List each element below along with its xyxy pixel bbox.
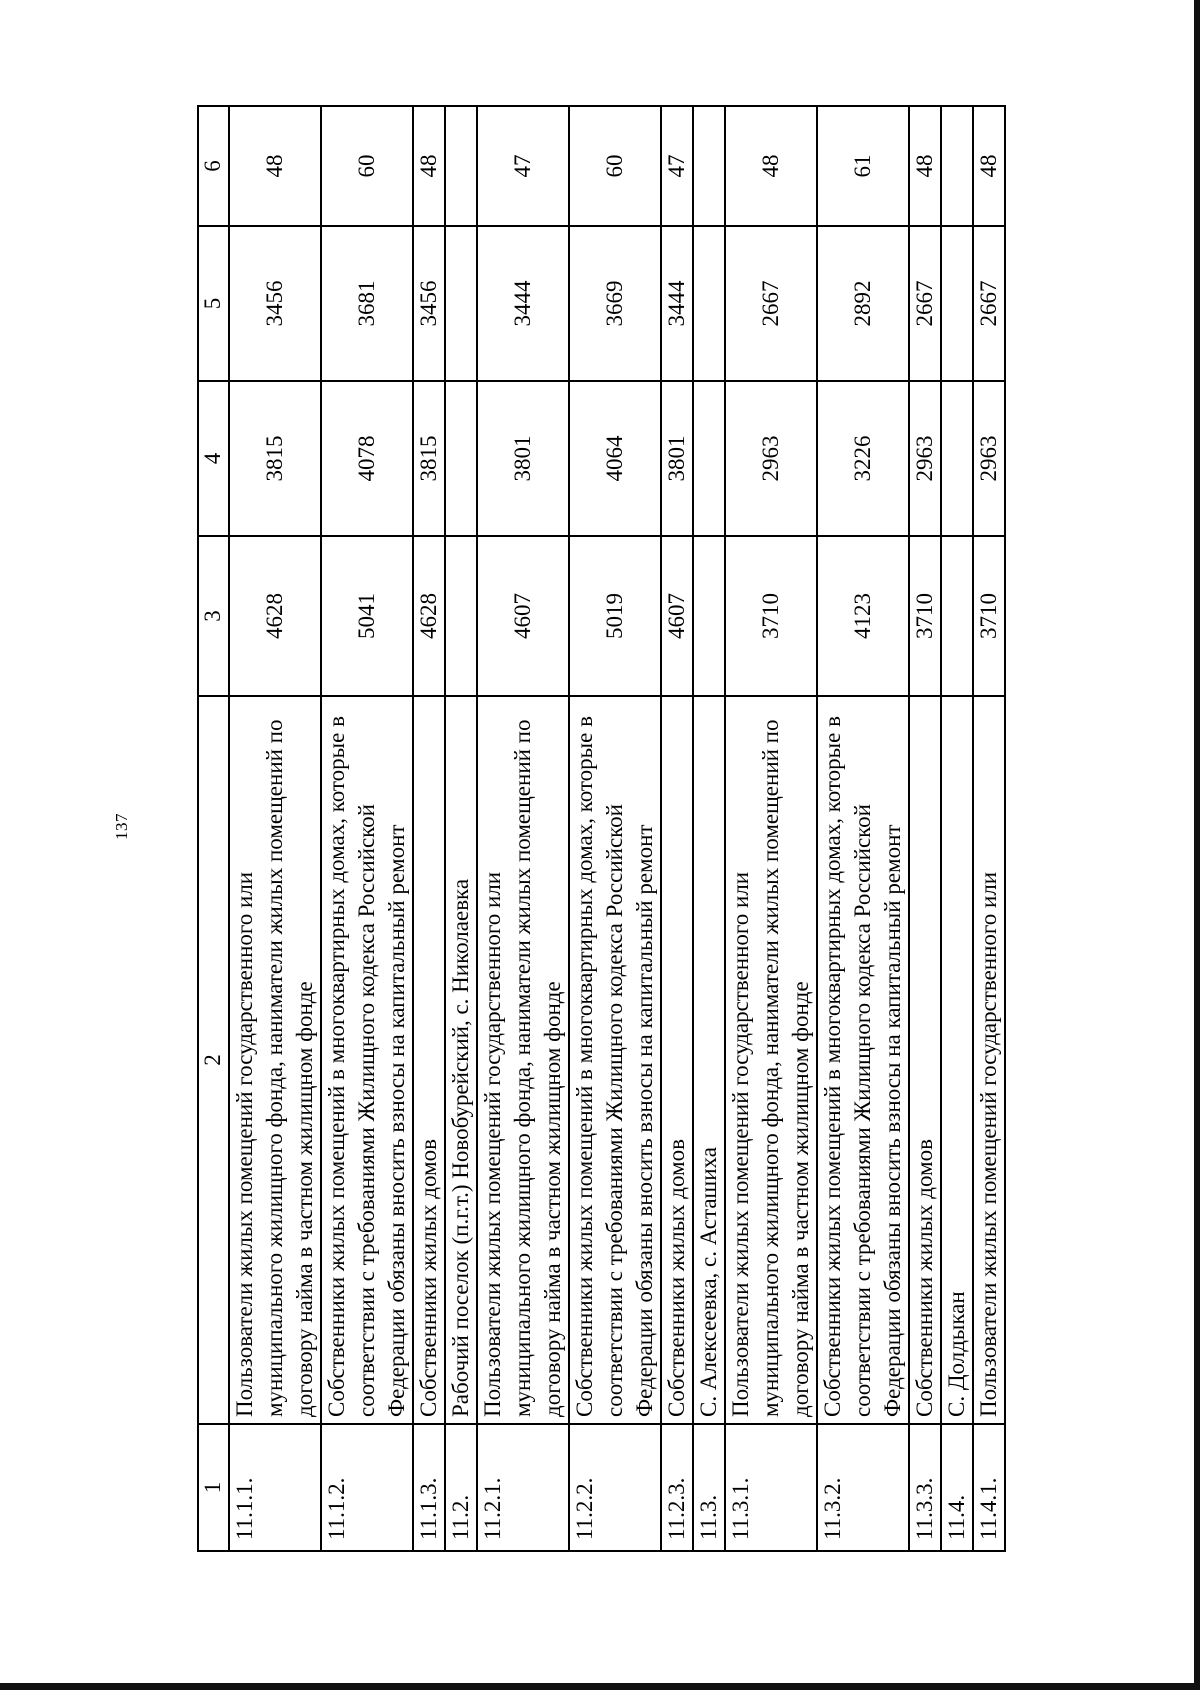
header-cell: 1 [198,1424,229,1551]
header-cell: 6 [198,106,229,226]
row-value-cell [445,536,477,696]
row-value-cell: 3801 [477,381,569,536]
row-value-cell: 47 [477,106,569,226]
table-row [909,106,941,1551]
row-value-cell: 2963 [725,381,817,536]
row-value-cell [693,226,725,381]
row-value-cell [941,381,973,536]
table-row [413,106,445,1551]
row-value-cell: 5019 [569,536,661,696]
header-row [198,106,229,1551]
row-value-cell: 4628 [413,536,445,696]
row-value-cell: 47 [661,106,693,226]
row-code-cell: 11.3.1. [725,1424,817,1551]
table-row [229,106,321,1551]
row-description-cell: Собственники жилых помещений в многоквартирных домах, которые в соответствии с требованиями Жилищного кодекса Российской Федерации обязаны вносить взносы на капитальный ремонт [569,696,661,1424]
row-description-cell: Пользователи жилых помещений государственного или муниципального жилищного фонда, наниматели жилых помещений по договору найма в частном жилищном фонде [229,696,321,1424]
row-code-cell: 11.2.2. [569,1424,661,1551]
row-description-cell: Собственники жилых домов [661,696,693,1424]
row-value-cell [445,381,477,536]
row-description-cell: Рабочий поселок (п.г.т.) Новобурейский, с. Николаевка [445,696,477,1424]
table-row [569,106,661,1551]
row-value-cell: 5041 [321,536,413,696]
row-value-cell: 2667 [973,226,1005,381]
table-row [725,106,817,1551]
row-description-cell: Собственники жилых домов [909,696,941,1424]
row-value-cell [941,536,973,696]
row-value-cell [445,226,477,381]
table-row [445,106,477,1551]
row-code-cell: 11.1.2. [321,1424,413,1551]
row-value-cell: 3710 [909,536,941,696]
scan-edge-right [1194,0,1200,1690]
row-value-cell: 3710 [725,536,817,696]
row-value-cell: 3456 [229,226,321,381]
row-value-cell: 4078 [321,381,413,536]
row-description-cell: Пользователи жилых помещений государственного или муниципального жилищного фонда, наниматели жилых помещений по договору найма в частном жилищном фонде [725,696,817,1424]
row-value-cell: 3801 [661,381,693,536]
row-code-cell: 11.3.3. [909,1424,941,1551]
row-value-cell [941,106,973,226]
row-code-cell: 11.2. [445,1424,477,1551]
row-value-cell: 4064 [569,381,661,536]
row-value-cell [693,536,725,696]
row-value-cell: 48 [229,106,321,226]
scan-edge-bottom [0,1683,1200,1690]
row-value-cell: 48 [725,106,817,226]
row-value-cell: 48 [909,106,941,226]
row-code-cell: 11.4.1. [973,1424,1005,1551]
table-row [321,106,413,1551]
row-description-cell: Собственники жилых домов [413,696,445,1424]
table-row [693,106,725,1551]
row-description-cell: Собственники жилых помещений в многоквартирных домах, которые в соответствии с требованиями Жилищного кодекса Российской Федерации обязаны вносить взносы на капитальный ремонт [321,696,413,1424]
tariff-table [197,105,1006,1552]
row-code-cell: 11.2.3. [661,1424,693,1551]
table-row [941,106,973,1551]
row-value-cell: 60 [321,106,413,226]
row-value-cell: 3815 [229,381,321,536]
row-value-cell [693,106,725,226]
row-code-cell: 11.1.1. [229,1424,321,1551]
row-value-cell: 61 [817,106,909,226]
row-description-cell: Пользователи жилых помещений государственного или муниципального жилищного фонда, наниматели жилых помещений по договору найма в частном жилищном фонде [477,696,569,1424]
row-value-cell: 2963 [909,381,941,536]
row-value-cell: 3444 [661,226,693,381]
row-value-cell: 2963 [973,381,1005,536]
row-value-cell: 3226 [817,381,909,536]
row-code-cell: 11.3. [693,1424,725,1551]
row-value-cell: 60 [569,106,661,226]
row-value-cell: 2892 [817,226,909,381]
row-value-cell: 3456 [413,226,445,381]
row-value-cell: 2667 [909,226,941,381]
row-code-cell: 11.1.3. [413,1424,445,1551]
row-description-cell: С. Алексеевка, с. Асташиха [693,696,725,1424]
row-value-cell [941,226,973,381]
row-description-cell: Собственники жилых помещений в многоквартирных домах, которые в соответствии с требованиями Жилищного кодекса Российской Федерации обязаны вносить взносы на капитальный ремонт [817,696,909,1424]
row-value-cell [445,106,477,226]
row-code-cell: 11.2.1. [477,1424,569,1551]
row-value-cell: 2667 [725,226,817,381]
row-description-cell: Пользователи жилых помещений государственного или [973,696,1005,1424]
row-code-cell: 11.3.2. [817,1424,909,1551]
row-value-cell: 48 [413,106,445,226]
row-value-cell: 4607 [661,536,693,696]
header-cell: 4 [198,381,229,536]
row-code-cell: 11.4. [941,1424,973,1551]
table-body [229,106,1005,1551]
header-cell: 5 [198,226,229,381]
row-value-cell: 3815 [413,381,445,536]
header-cell: 3 [198,536,229,696]
table-row [817,106,909,1551]
row-value-cell: 3669 [569,226,661,381]
table-row [973,106,1005,1551]
header-cell: 2 [198,696,229,1424]
row-value-cell: 48 [973,106,1005,226]
row-value-cell: 3444 [477,226,569,381]
row-value-cell: 4628 [229,536,321,696]
row-value-cell [693,381,725,536]
row-value-cell: 3710 [973,536,1005,696]
row-description-cell: С. Долдыкан [941,696,973,1424]
page-number: 137 [112,813,131,840]
row-value-cell: 4123 [817,536,909,696]
row-value-cell: 4607 [477,536,569,696]
rotated-table-wrapper [197,107,1102,1552]
row-value-cell: 3681 [321,226,413,381]
table-row [661,106,693,1551]
table-row [477,106,569,1551]
